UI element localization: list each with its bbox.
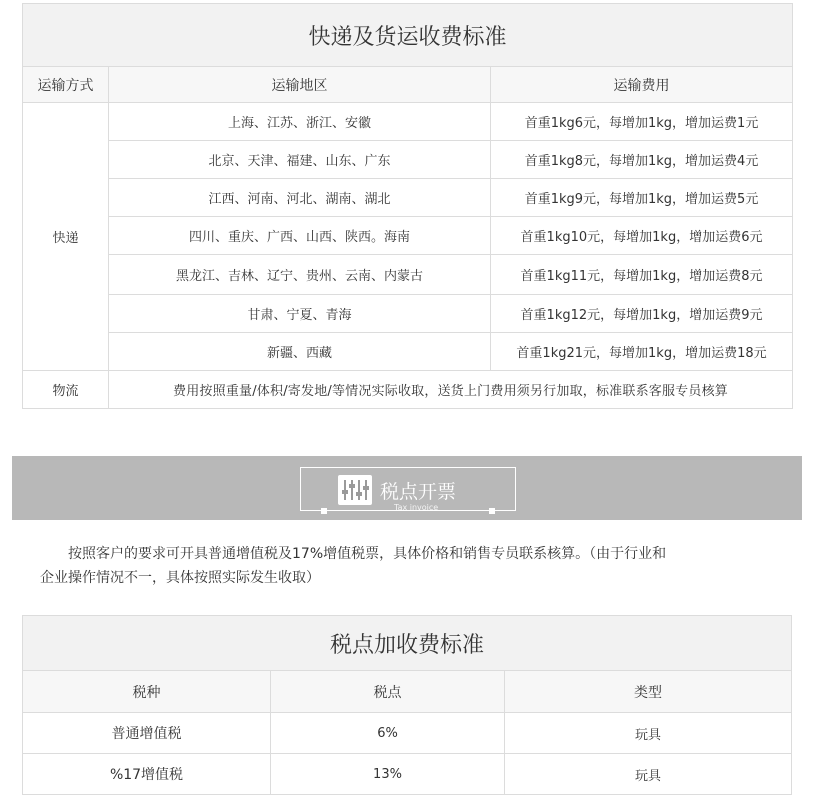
region-cell: 黑龙江、吉林、辽宁、贵州、云南、内蒙古 (109, 255, 491, 295)
invoice-description (40, 542, 790, 590)
description-line-1: 按照客户的要求可开具普通增值税及17%增值税票，具体价格和销售专员联系核算。（由于行业和 (68, 546, 667, 562)
fee-cell: 首重1kg11元，每增加1kg，增加运费8元 (491, 255, 793, 295)
table-row (23, 333, 793, 371)
header-tax-type: 类型 (505, 671, 792, 713)
table-row (23, 255, 793, 295)
banner-subtitle: Tax invoice (394, 503, 439, 512)
table-row (23, 141, 793, 179)
shipping-table-title: 快递及货运收费标准 (23, 4, 793, 67)
tax-table (22, 615, 792, 795)
region-cell: 北京、天津、福建、山东、广东 (109, 141, 491, 179)
table-row (23, 713, 792, 754)
logistics-note: 费用按照重量/体积/寄发地/等情况实际收取，送货上门费用须另行加取，标准联系客服专员核算 (109, 371, 793, 409)
tax-rate-cell: 13% (271, 754, 505, 795)
express-method-label: 快递 (23, 103, 109, 371)
shipping-table (22, 3, 793, 409)
region-cell: 上海、江苏、浙江、安徽 (109, 103, 491, 141)
header-tax-kind: 税种 (23, 671, 271, 713)
tax-kind-cell: 普通增值税 (23, 713, 271, 754)
header-tax-rate: 税点 (271, 671, 505, 713)
header-region: 运输地区 (109, 67, 491, 103)
header-fee: 运输费用 (491, 67, 793, 103)
region-cell: 四川、重庆、广西、山西、陕西。海南 (109, 217, 491, 255)
tax-kind-cell: %17增值税 (23, 754, 271, 795)
region-cell: 江西、河南、河北、湖南、湖北 (109, 179, 491, 217)
fee-cell: 首重1kg10元，每增加1kg，增加运费6元 (491, 217, 793, 255)
table-row (23, 179, 793, 217)
table-row (23, 103, 793, 141)
table-row (23, 217, 793, 255)
frame-dot (489, 508, 495, 514)
logistics-row (23, 371, 793, 409)
header-method: 运输方式 (23, 67, 109, 103)
banner-title: 税点开票 (380, 481, 457, 503)
table-row (23, 754, 792, 795)
tax-table-title: 税点加收费标准 (23, 616, 792, 671)
tax-type-cell: 玩具 (505, 713, 792, 754)
table-row (23, 295, 793, 333)
fee-cell: 首重1kg8元，每增加1kg，增加运费4元 (491, 141, 793, 179)
logistics-method-label: 物流 (23, 371, 109, 409)
region-cell: 新疆、西藏 (109, 333, 491, 371)
region-cell: 甘肃、宁夏、青海 (109, 295, 491, 333)
fee-cell: 首重1kg12元，每增加1kg，增加运费9元 (491, 295, 793, 333)
sliders-icon (338, 475, 372, 505)
fee-cell: 首重1kg21元，每增加1kg，增加运费18元 (491, 333, 793, 371)
frame-dot (321, 508, 327, 514)
tax-invoice-banner (12, 456, 802, 520)
description-line-2: 企业操作情况不一，具体按照实际发生收取） (40, 570, 320, 586)
tax-rate-cell: 6% (271, 713, 505, 754)
tax-type-cell: 玩具 (505, 754, 792, 795)
fee-cell: 首重1kg6元，每增加1kg，增加运费1元 (491, 103, 793, 141)
fee-cell: 首重1kg9元，每增加1kg，增加运费5元 (491, 179, 793, 217)
